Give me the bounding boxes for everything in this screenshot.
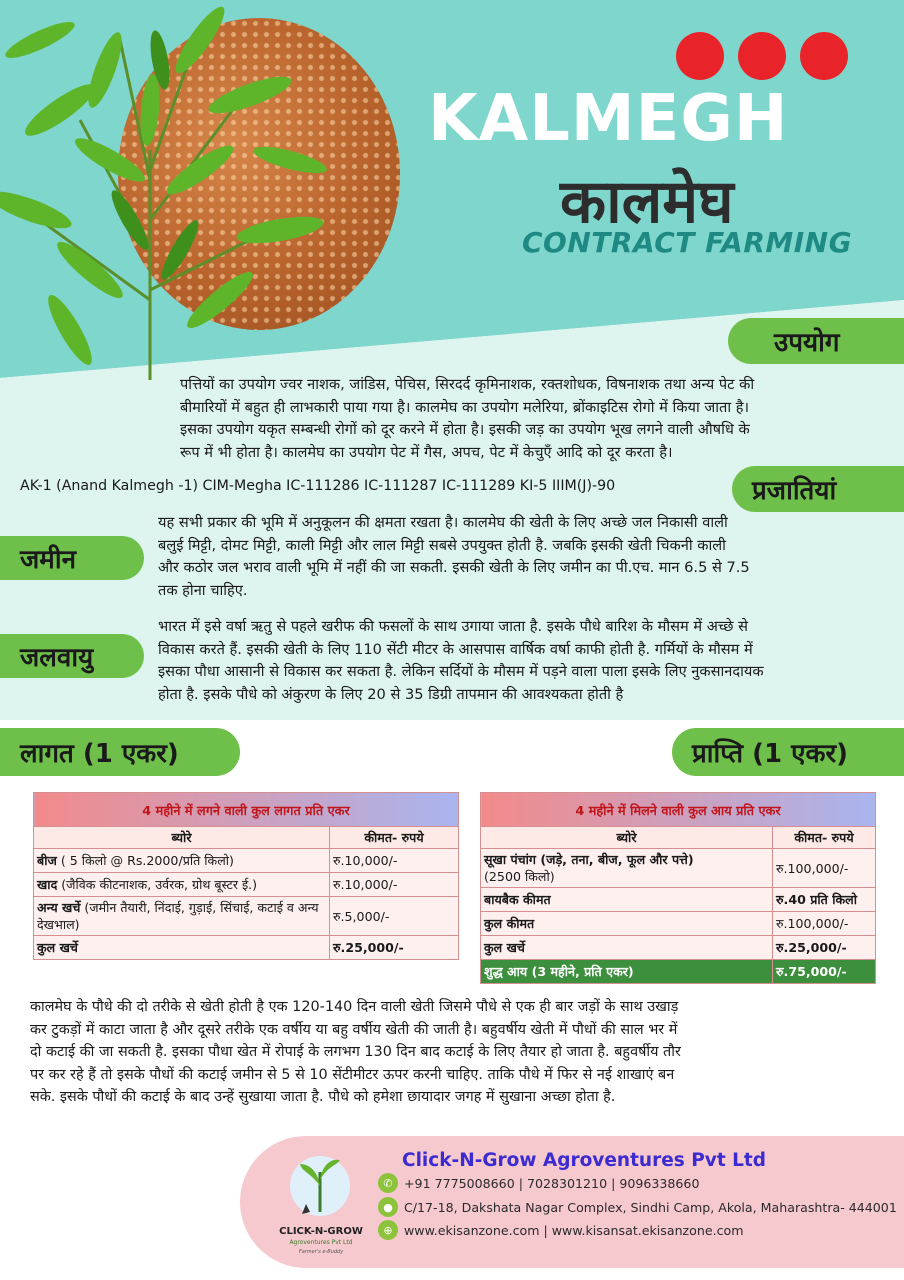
row-detail: (जैविक कीटनाशक, उर्वरक, ग्रोथ बूस्टर ई.) bbox=[57, 877, 258, 892]
table-row bbox=[481, 912, 876, 936]
income-table bbox=[480, 792, 876, 984]
phone-text: +91 7775008660 | 7028301210 | 9096338660 bbox=[404, 1175, 700, 1191]
upyog-heading bbox=[728, 318, 904, 364]
table-cell: रु.10,000/- bbox=[330, 873, 459, 897]
text-line: विकास करते हैं. इसकी खेती के लिए 110 सेंटी मीटर के आसपास वार्षिक वर्षा काफी होती है. गर्मियों के मौसम में bbox=[158, 640, 753, 658]
location-icon: ● bbox=[378, 1197, 398, 1217]
row-label: खाद bbox=[37, 877, 58, 892]
table-cell: शुद्ध आय (3 महीने, प्रति एकर) bbox=[481, 960, 773, 984]
table-cell: रु.25,000/- bbox=[773, 936, 876, 960]
text-line: रूप में भी होता है। कालमेघ का उपयोग पेट में गैस, अपच, पेट में केचुएँ आदि को दूर करता है। bbox=[180, 443, 673, 461]
table-cell: रु.75,000/- bbox=[773, 960, 876, 984]
web-link[interactable]: www.ekisanzone.com | www.kisansat.ekisanzone.com bbox=[404, 1222, 744, 1238]
table-cell: रु.40 प्रति किलो bbox=[773, 888, 876, 912]
cost-table-caption: 4 महीने में लगने वाली कुल लागत प्रति एकर bbox=[34, 793, 459, 827]
logo-sub: Agroventures Pvt Ltd bbox=[289, 1239, 353, 1246]
jalvayu-heading bbox=[0, 634, 144, 678]
lagat-heading bbox=[0, 728, 240, 776]
contact-web bbox=[378, 1220, 744, 1240]
kalmegh-plant-image bbox=[0, 0, 340, 380]
contact-address bbox=[378, 1197, 897, 1217]
jameen-heading-label: जमीन bbox=[20, 545, 77, 575]
company-logo bbox=[262, 1142, 380, 1260]
table-cell bbox=[34, 849, 330, 873]
text-line: दो कटाई की जा सकती है. इसका पौधा खेत में रोपाई के लगभग 130 दिन बाद कटाई के लिए तैयार हो जाता है. बहुवर्षीय तौर bbox=[30, 1044, 681, 1061]
closing-paragraph bbox=[30, 996, 900, 1109]
prajatiyan-heading-label: प्रजातियां bbox=[752, 476, 837, 506]
red-dot-icon bbox=[676, 32, 724, 80]
company-name: Click-N-Grow Agroventures Pvt Ltd bbox=[402, 1150, 767, 1171]
logo-tag: Farmer's e-Buddy bbox=[298, 1249, 344, 1255]
table-cell: रु.100,000/- bbox=[773, 912, 876, 936]
address-text: C/17-18, Dakshata Nagar Complex, Sindhi Camp, Akola, Maharashtra- 444001 bbox=[404, 1199, 897, 1215]
upyog-heading-label: उपयोग bbox=[774, 328, 840, 358]
table-row bbox=[34, 936, 459, 960]
row-label: बीज bbox=[37, 853, 57, 868]
row-detail: (2500 किलो) bbox=[484, 869, 555, 884]
table-cell: कुल खर्चे bbox=[34, 936, 330, 960]
text-line: यह सभी प्रकार की भूमि में अनुकूलन की क्षमता रखता है। कालमेघ की खेती के लिए अच्छे जल निकासी वाली bbox=[158, 514, 728, 531]
phone-icon: ✆ bbox=[378, 1173, 398, 1193]
table-cell: रु.10,000/- bbox=[330, 849, 459, 873]
table-cell: कुल खर्चे bbox=[481, 936, 773, 960]
table-row bbox=[481, 960, 876, 984]
logo-text: CLICK-N-GROW bbox=[279, 1226, 363, 1237]
prajatiyan-heading bbox=[732, 466, 904, 512]
jameen-paragraph bbox=[158, 512, 902, 602]
subtitle: CONTRACT FARMING bbox=[522, 226, 853, 259]
row-label: अन्य खर्चे bbox=[37, 900, 81, 915]
jalvayu-paragraph bbox=[158, 616, 902, 706]
table-row bbox=[481, 849, 876, 888]
income-table-caption: 4 महीने में मिलने वाली कुल आय प्रति एकर bbox=[481, 793, 876, 827]
table-row bbox=[34, 873, 459, 897]
text-line: सके. इसके पौधों की कटाई के बाद उन्हें सुखाया जाता है. पौधे को हमेशा छायादार जगह में सुखाना अच्छा होता है. bbox=[30, 1089, 616, 1106]
text-line: भारत में इसे वर्षा ऋतु से पहले खरीफ की फसलों के साथ उगाया जाता है. इसके पौधे बारिश के मौसम में अच्छे से bbox=[158, 618, 748, 635]
cost-table-header: ब्योरे bbox=[34, 827, 330, 849]
text-line: तक होना चाहिए. bbox=[158, 581, 248, 599]
text-line: इसका पौधा आसानी से विकास कर सकता है. लेकिन सर्दियों के मौसम में पड़ने वाला पाला इसके लिए नुकसानदायक bbox=[158, 663, 764, 680]
table-cell bbox=[34, 873, 330, 897]
text-line: कालमेघ के पौधे की दो तरीके से खेती होती है एक 120-140 दिन वाली खेती जिसमे पौधे से एक ही बार जड़ों के साथ उखाड़ bbox=[30, 999, 679, 1015]
lagat-heading-label: लागत (1 एकर) bbox=[20, 739, 179, 769]
table-row bbox=[34, 897, 459, 936]
text-line: होता है. इसके पौधे को अंकुरण के लिए 20 से 35 डिग्री तापमान की आवश्यकता होती है bbox=[158, 685, 624, 703]
table-cell: रु.25,000/- bbox=[330, 936, 459, 960]
red-dot-icon bbox=[800, 32, 848, 80]
text-line: पर कर रहे हैं तो इसके पौधों की कटाई जमीन से 5 से 10 सेंटीमीटर ऊपर करनी चाहिए. ताकि पौधे में फिर से नई शाखाएं बन bbox=[30, 1066, 675, 1083]
jalvayu-heading-label: जलवायु bbox=[20, 643, 94, 673]
row-detail: (जमीन तैयारी, निंदाई, गुड़ाई, सिंचाई, कटाई व अन्य देखभाल) bbox=[37, 900, 319, 932]
table-cell bbox=[34, 897, 330, 936]
table-cell: रु.5,000/- bbox=[330, 897, 459, 936]
table-cell: कुल कीमत bbox=[481, 912, 773, 936]
table-row bbox=[34, 849, 459, 873]
contact-phone bbox=[378, 1173, 699, 1193]
income-table-header: ब्योरे bbox=[481, 827, 773, 849]
income-table-header: कीमत- रुपये bbox=[773, 827, 876, 849]
row-label: सूखा पंचांग (जड़े, तना, बीज, फूल और पत्ते) bbox=[484, 852, 694, 867]
cost-table bbox=[33, 792, 459, 960]
title-hindi: कालमेघ bbox=[560, 167, 734, 237]
table-row bbox=[481, 936, 876, 960]
decorative-dots bbox=[676, 32, 848, 80]
text-line: बीमारियों में बहुत ही लाभकारी पाया गया है। कालमेघ का उपयोग मलेरिया, ब्रोंकाइटिस रोगो में किया जाता है। bbox=[180, 398, 750, 416]
text-line: और कठोर जल भराव वाली भूमि में नहीं की जा सकती. इसकी खेती के लिए जमीन का पी.एच. मान 6.5 से 7.5 bbox=[158, 559, 750, 576]
table-cell: रु.100,000/- bbox=[773, 849, 876, 888]
text-line: कर टुकड़ों में काटा जाता है और दूसरे तरीके एक वर्षीय या बहु वर्षीय खेती की जाती है। बहुवर्षीय खेती में पौधों की साल भर में bbox=[30, 1021, 678, 1038]
globe-icon: ⊕ bbox=[378, 1220, 398, 1240]
text-line: इसका उपयोग यकृत सम्बन्धी रोगों को दूर करने में होता है। इसकी जड़ का उपयोग भूख लगने वाली औषधि के bbox=[180, 421, 750, 438]
table-cell bbox=[481, 849, 773, 888]
varieties-text: AK-1 (Anand Kalmegh -1) CIM-Megha IC-111286 IC-111287 IC-111289 KI-5 IIIM(J)-90 bbox=[20, 478, 616, 494]
text-line: बलुई मिट्टी, दोमट मिट्टी, काली मिट्टी और लाल मिट्टी सबसे उपयुक्त होती है. जबकि इसकी खेती चिकनी काली bbox=[158, 536, 726, 554]
prapti-heading bbox=[672, 728, 904, 776]
upyog-paragraph bbox=[180, 374, 900, 464]
red-dot-icon bbox=[738, 32, 786, 80]
row-detail: ( 5 किलो @ Rs.2000/प्रति किलो) bbox=[56, 853, 234, 868]
table-cell: बायबैक कीमत bbox=[481, 888, 773, 912]
title-english: KALMEGH bbox=[428, 82, 789, 156]
cost-table-header: कीमत- रुपये bbox=[330, 827, 459, 849]
table-row bbox=[481, 888, 876, 912]
prapti-heading-label: प्राप्ति (1 एकर) bbox=[692, 739, 849, 769]
jameen-heading bbox=[0, 536, 144, 580]
text-line: पत्तियों का उपयोग ज्वर नाशक, जांडिस, पेचिस, सिरदर्द कृमिनाशक, रक्तशोधक, विषनाशक तथा अन्य पेट की bbox=[180, 376, 755, 393]
